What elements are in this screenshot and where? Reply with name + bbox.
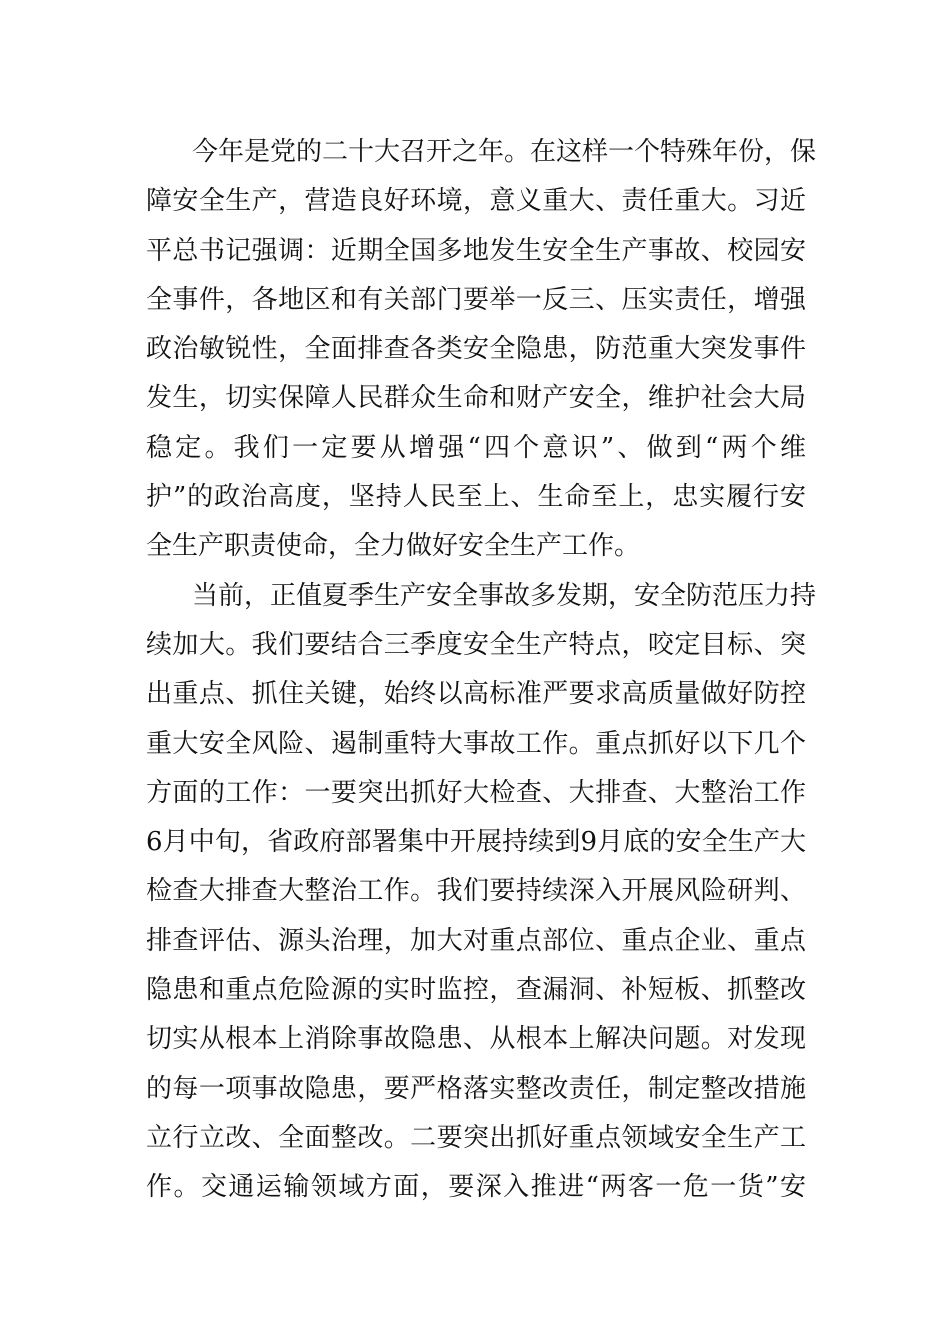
- text-line: 政治敏锐性，全面排查各类安全隐患，防范重大突发事件: [146, 334, 806, 365]
- text-line: 全生产职责使命，全力做好安全生产工作。: [146, 531, 641, 562]
- text-line: 隐患和重点危险源的实时监控，查漏洞、补短板、抓整改: [146, 975, 806, 1006]
- text-line: 重大安全风险、遏制重特大事故工作。重点抓好以下几个: [146, 728, 806, 759]
- paragraph-1: [146, 128, 817, 572]
- text-line: 障安全生产，营造良好环境，意义重大、责任重大。习近: [146, 186, 806, 217]
- text-line: 当前，正值夏季生产安全事故多发期，安全防范压力持: [192, 580, 817, 611]
- text-line: 排查评估、源头治理，加大对重点部位、重点企业、重点: [146, 925, 806, 956]
- text-line: 出重点、抓住关键，始终以高标准严要求高质量做好防控: [146, 679, 806, 710]
- text-line: 切实从根本上消除事故隐患、从根本上解决问题。对发现: [146, 1024, 806, 1055]
- text-line: 方面的工作：一要突出抓好大检查、大排查、大整治工作: [146, 777, 806, 808]
- paragraph-2: [146, 572, 817, 1213]
- text-line: 检查大排查大整治工作。我们要持续深入开展风险研判、: [146, 876, 806, 907]
- text-line: 的每一项事故隐患，要严格落实整改责任，制定整改措施: [146, 1073, 806, 1104]
- text-line: 平总书记强调：近期全国多地发生安全生产事故、校园安: [146, 235, 806, 266]
- text-line: 6月中旬，省政府部署集中开展持续到9月底的安全生产大: [146, 827, 806, 858]
- text-line: 今年是党的二十大召开之年。在这样一个特殊年份，保: [192, 137, 817, 167]
- text-line: 全事件，各地区和有关部门要举一反三、压实责任，增强: [146, 284, 806, 315]
- text-line: 护”的政治高度，坚持人民至上、生命至上，忠实履行安: [146, 482, 806, 513]
- body-text: [146, 128, 817, 1213]
- text-line: 续加大。我们要结合三季度安全生产特点，咬定目标、突: [146, 629, 806, 660]
- text-line: 立行立改、全面整改。二要突出抓好重点领域安全生产工: [146, 1122, 806, 1153]
- text-line: 稳定。我们一定要从增强“四个意识”、做到“两个维: [146, 432, 806, 463]
- text-line: 作。交通运输领域方面，要深入推进“两客一危一货”安: [146, 1172, 806, 1203]
- text-line: 发生，切实保障人民群众生命和财产安全，维护社会大局: [146, 383, 806, 414]
